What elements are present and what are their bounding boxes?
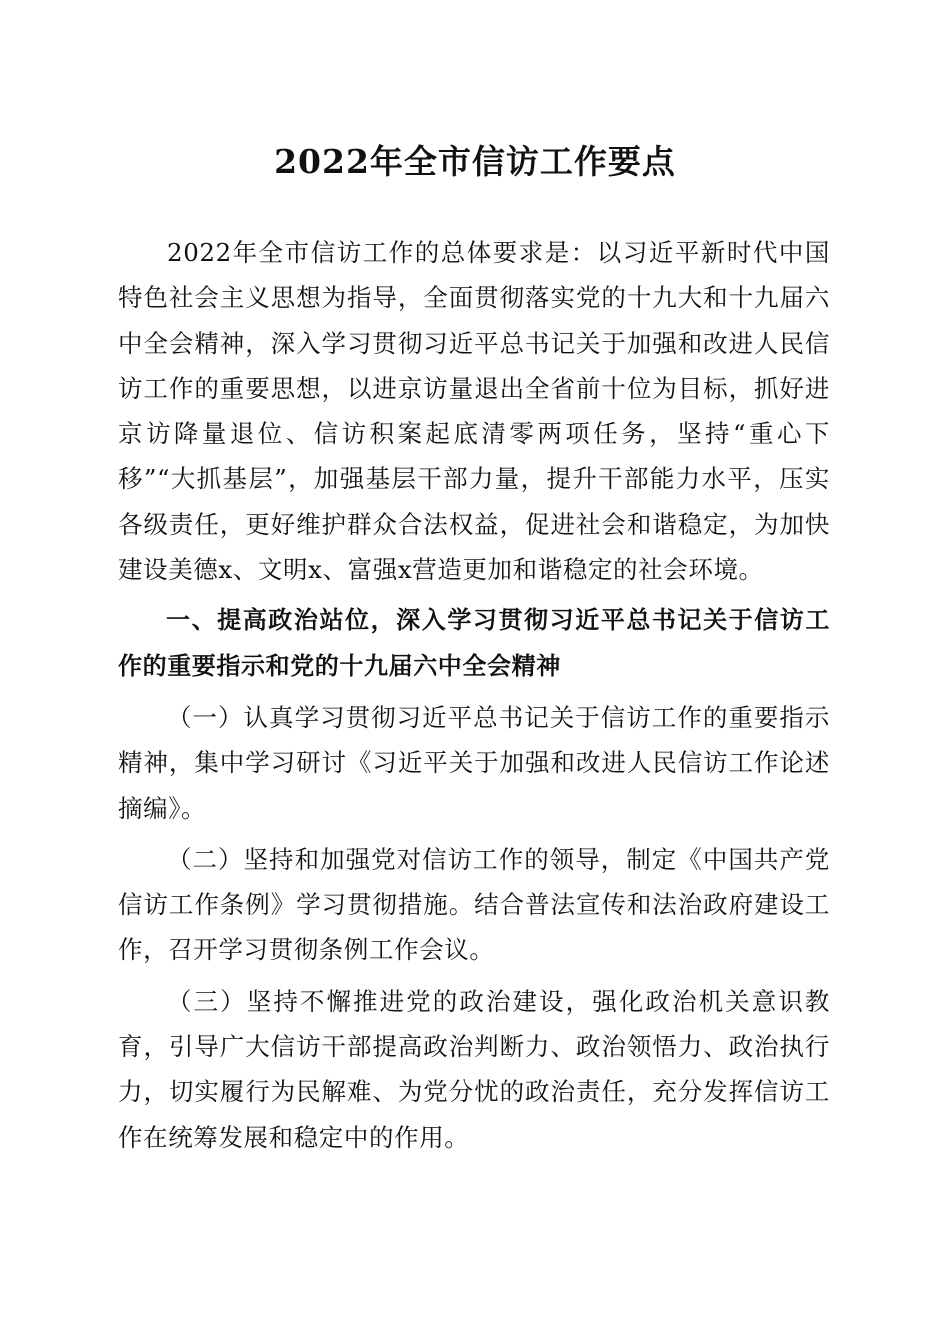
section-item-2: （二）坚持和加强党对信访工作的领导，制定《中国共产党信访工作条例》学习贯彻措施。结合普法宣传和法治政府建设工作，召开学习贯彻条例工作会议。 — [118, 844, 830, 965]
section-item-3: （三）坚持不懈推进党的政治建设，强化政治机关意识教育，引导广大信访干部提高政治判断力、政治领悟力、政治执行力，切实履行为民解难、为党分忧的政治责任，充分发挥信访工作在统筹发展和稳定中的作用。 — [118, 986, 830, 1152]
document-body — [118, 230, 830, 1160]
section-item-1: （一）认真学习贯彻习近平总书记关于信访工作的重要指示精神，集中学习研讨《习近平关于加强和改进人民信访工作论述摘编》。 — [118, 702, 830, 823]
intro-paragraph: 2022年全市信访工作的总体要求是：以习近平新时代中国特色社会主义思想为指导，全面贯彻落实党的十九大和十九届六中全会精神，深入学习贯彻习近平总书记关于加强和改进人民信访工作的重要思想，以进京访量退出全省前十位为目标，抓好进京访降量退位、信访积案起底清零两项任务，坚持“重心下移”“大抓基层”，加强基层干部力量，提升干部能力水平，压实各级责任，更好维护群众合法权益，促进社会和谐稳定，为加快建设美德x、文明x、富强x营造更加和谐稳定的社会环境。 — [118, 238, 830, 585]
section-heading-1: 一、提高政治站位，深入学习贯彻习近平总书记关于信访工作的重要指示和党的十九届六中全会精神 — [118, 606, 830, 680]
document-title: 2022年全市信访工作要点 — [274, 142, 676, 181]
